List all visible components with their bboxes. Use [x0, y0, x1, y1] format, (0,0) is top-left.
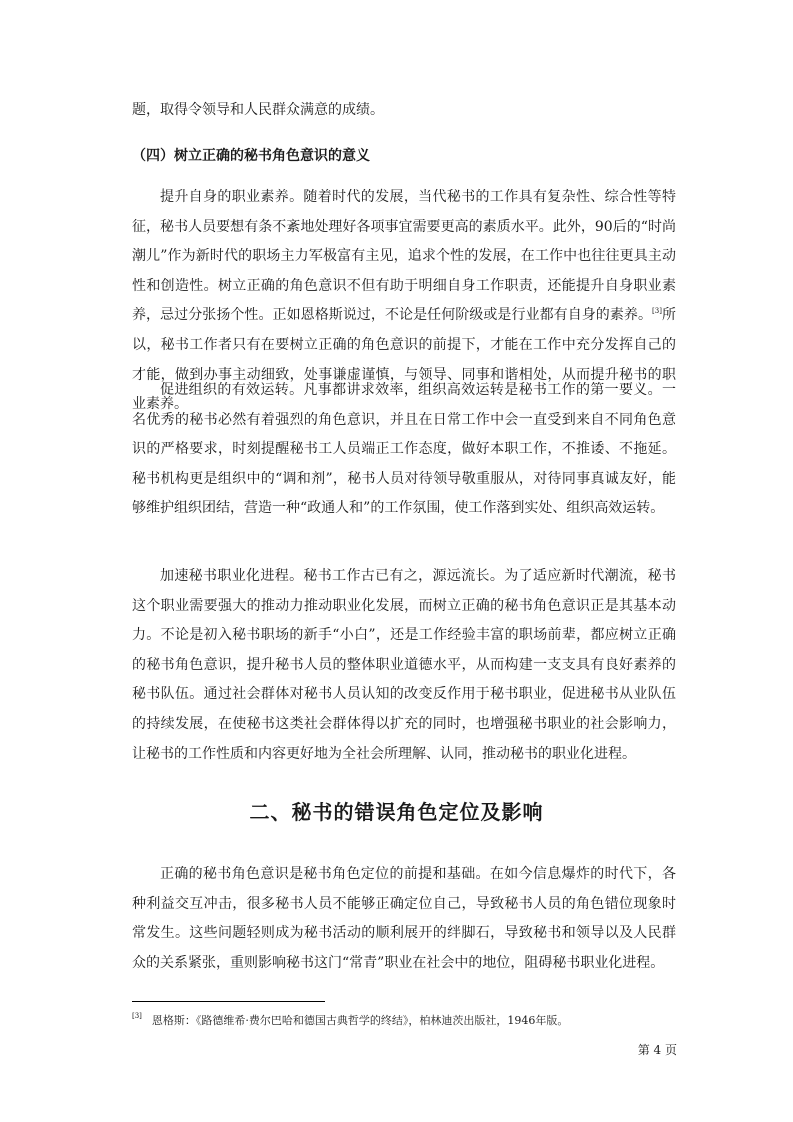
page-number: 第 4 页 [637, 1043, 677, 1057]
paragraph-organization: 促进组织的有效运转。凡事都讲求效率，组织高效运转是秘书工作的第一要义。一名优秀的秘书必然有着强烈的角色意识，并且在日常工作中会一直受到来自不同角色意识的严格要求，时刻提醒秘书工人员端正工作态度，做好本职工作，不推诿、不拖延。秘书机构更是组织中的“调和剂”，秘书人员对待领导敬重服从，对待同事真诚友好，能够维护组织团结，营造一种“政通人和”的工作氛围，使工作落到实处、组织高效运转。 [132, 382, 676, 517]
paragraph-section-intro: 正确的秘书角色意识是秘书角色定位的前提和基础。在如今信息爆炸的时代下，各种利益交互冲击，很多秘书人员不能够正确定位自己，导致秘书人员的角色错位现象时常发生。这些问题轻则成为秘书活动的顺利展开的绊脚石，导致秘书和领导以及人民群众的关系紧张，重则影响秘书这门“常青”职业在社会中的地位，阻碍秘书职业化进程。 [132, 866, 676, 971]
paragraph-professionalization: 加速秘书职业化进程。秘书工作古已有之，源远流长。为了适应新时代潮流，秘书这个职业需要强大的推动力推动职业化发展，而树立正确的秘书角色意识正是其基本动力。不论是初入秘书职场的新手“小白”，还是工作经验丰富的职场前辈，都应树立正确的秘书角色意识，提升秘书人员的整体职业道德水平，从而构建一支支具有良好素养的秘书队伍。通过社会群体对秘书人员认知的改变反作用于秘书职业，促进秘书从业队伍的持续发展，在使秘书这类社会群体得以扩充的同时，也增强秘书职业的社会影响力，让秘书的工作性质和内容更好地为全社会所理解、认同，推动秘书的职业化进程。 [132, 568, 676, 762]
footnote-reference[interactable]: [3] [652, 307, 662, 316]
subheading: （四）树立正确的秘书角色意识的意义 [132, 148, 370, 164]
footnote-divider [132, 1001, 325, 1002]
footnote-text: 恩格斯：《路德维希·费尔巴哈和德国古典哲学的终结》，柏林迪茨出版社，1946年版。 [151, 1014, 569, 1027]
section-title: 二、秘书的错误角色定位及影响 [249, 800, 544, 824]
paragraph-text: 所以，秘书工作者只有在要树立正确的角色意识的前提下，才能在工作中充分发挥自己的才能，做到办事主动细致，处事谦虚谨慎，与领导、同事和谐相处，从而提升秘书的职业素养。 [132, 307, 677, 413]
paragraph-text: 提升自身的职业素养。随着时代的发展，当代秘书的工作具有复杂性、综合性等特征，秘书人员要想有条不紊地处理好各项事宜需要更高的素质水平。此外，90后的“时尚潮儿”作为新时代的职场主力军极富有主见，追求个性的发展，在工作中也往往更具主动性和创造性。树立正确的角色意识不但有助于明细自身工作职责，还能提升自身职业素养，忌过分张扬个性。正如恩格斯说过，不论是任何阶级或是行业都有自身的素养。 [132, 189, 676, 324]
footnote [132, 1013, 568, 1029]
footnote-marker: [3] [132, 1012, 142, 1020]
continuation-line: 题，取得令领导和人民群众满意的成绩。 [132, 102, 384, 118]
